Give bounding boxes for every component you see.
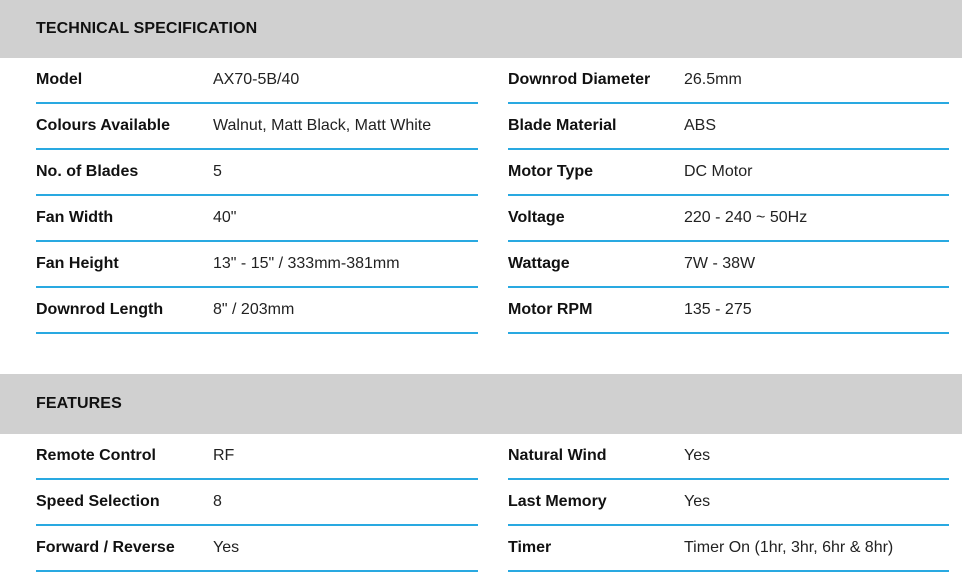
spec-column-right (508, 58, 949, 334)
features-column-left (36, 434, 478, 572)
spec-row (36, 58, 478, 104)
spec-row (36, 288, 478, 334)
spec-row (508, 196, 949, 242)
section-title: FEATURES (36, 395, 122, 412)
spec-value: 8" / 203mm (213, 301, 295, 318)
spec-label: Wattage (508, 255, 570, 272)
spec-value: 40" (213, 209, 237, 226)
spec-label: Motor RPM (508, 301, 593, 318)
spec-row (508, 58, 949, 104)
feature-row (508, 480, 949, 526)
technical-specification-header (0, 0, 962, 58)
feature-label: Forward / Reverse (36, 539, 175, 556)
spec-row (508, 242, 949, 288)
spec-label: Blade Material (508, 117, 617, 134)
spec-label: Colours Available (36, 117, 170, 134)
feature-value: Yes (213, 539, 240, 556)
feature-value: Yes (684, 493, 711, 510)
spec-row (508, 150, 949, 196)
feature-label: Natural Wind (508, 447, 607, 464)
spec-column-left (36, 58, 478, 334)
spec-label: Model (36, 71, 83, 88)
spec-label: Motor Type (508, 163, 594, 180)
spec-label: Downrod Length (36, 301, 164, 318)
spec-label: No. of Blades (36, 163, 139, 180)
features-header (0, 374, 962, 434)
feature-value: Timer On (1hr, 3hr, 6hr & 8hr) (684, 539, 894, 556)
section-title: TECHNICAL SPECIFICATION (36, 20, 258, 37)
feature-row (36, 434, 478, 480)
feature-row (508, 526, 949, 572)
spec-value: 7W - 38W (684, 255, 756, 272)
spec-value: ABS (684, 117, 717, 134)
features-table (0, 434, 962, 586)
spec-value: 5 (213, 163, 222, 180)
feature-row (36, 480, 478, 526)
spec-row (36, 242, 478, 288)
spec-row (36, 104, 478, 150)
spec-value: DC Motor (684, 163, 753, 180)
feature-row (36, 526, 478, 572)
feature-label: Remote Control (36, 447, 156, 464)
spec-value: 135 - 275 (684, 301, 752, 318)
spec-row (36, 150, 478, 196)
spec-label: Voltage (508, 209, 565, 226)
spec-value: 220 - 240 ~ 50Hz (684, 209, 808, 226)
feature-value: Yes (684, 447, 711, 464)
spec-label: Fan Width (36, 209, 114, 226)
spec-label: Fan Height (36, 255, 119, 272)
feature-row (508, 434, 949, 480)
features-column-right (508, 434, 949, 572)
feature-label: Timer (508, 539, 552, 556)
feature-label: Speed Selection (36, 493, 160, 510)
spec-value: Walnut, Matt Black, Matt White (213, 117, 432, 134)
spec-value: 26.5mm (684, 71, 742, 88)
feature-label: Last Memory (508, 493, 607, 510)
spec-value: AX70-5B/40 (213, 71, 300, 88)
spec-value: 13" - 15" / 333mm-381mm (213, 255, 400, 272)
spec-table (0, 58, 962, 374)
spec-row (508, 288, 949, 334)
feature-value: RF (213, 447, 235, 464)
spec-label: Downrod Diameter (508, 71, 651, 88)
spec-row (36, 196, 478, 242)
spec-row (508, 104, 949, 150)
features-section (0, 374, 962, 586)
feature-value: 8 (213, 493, 222, 510)
